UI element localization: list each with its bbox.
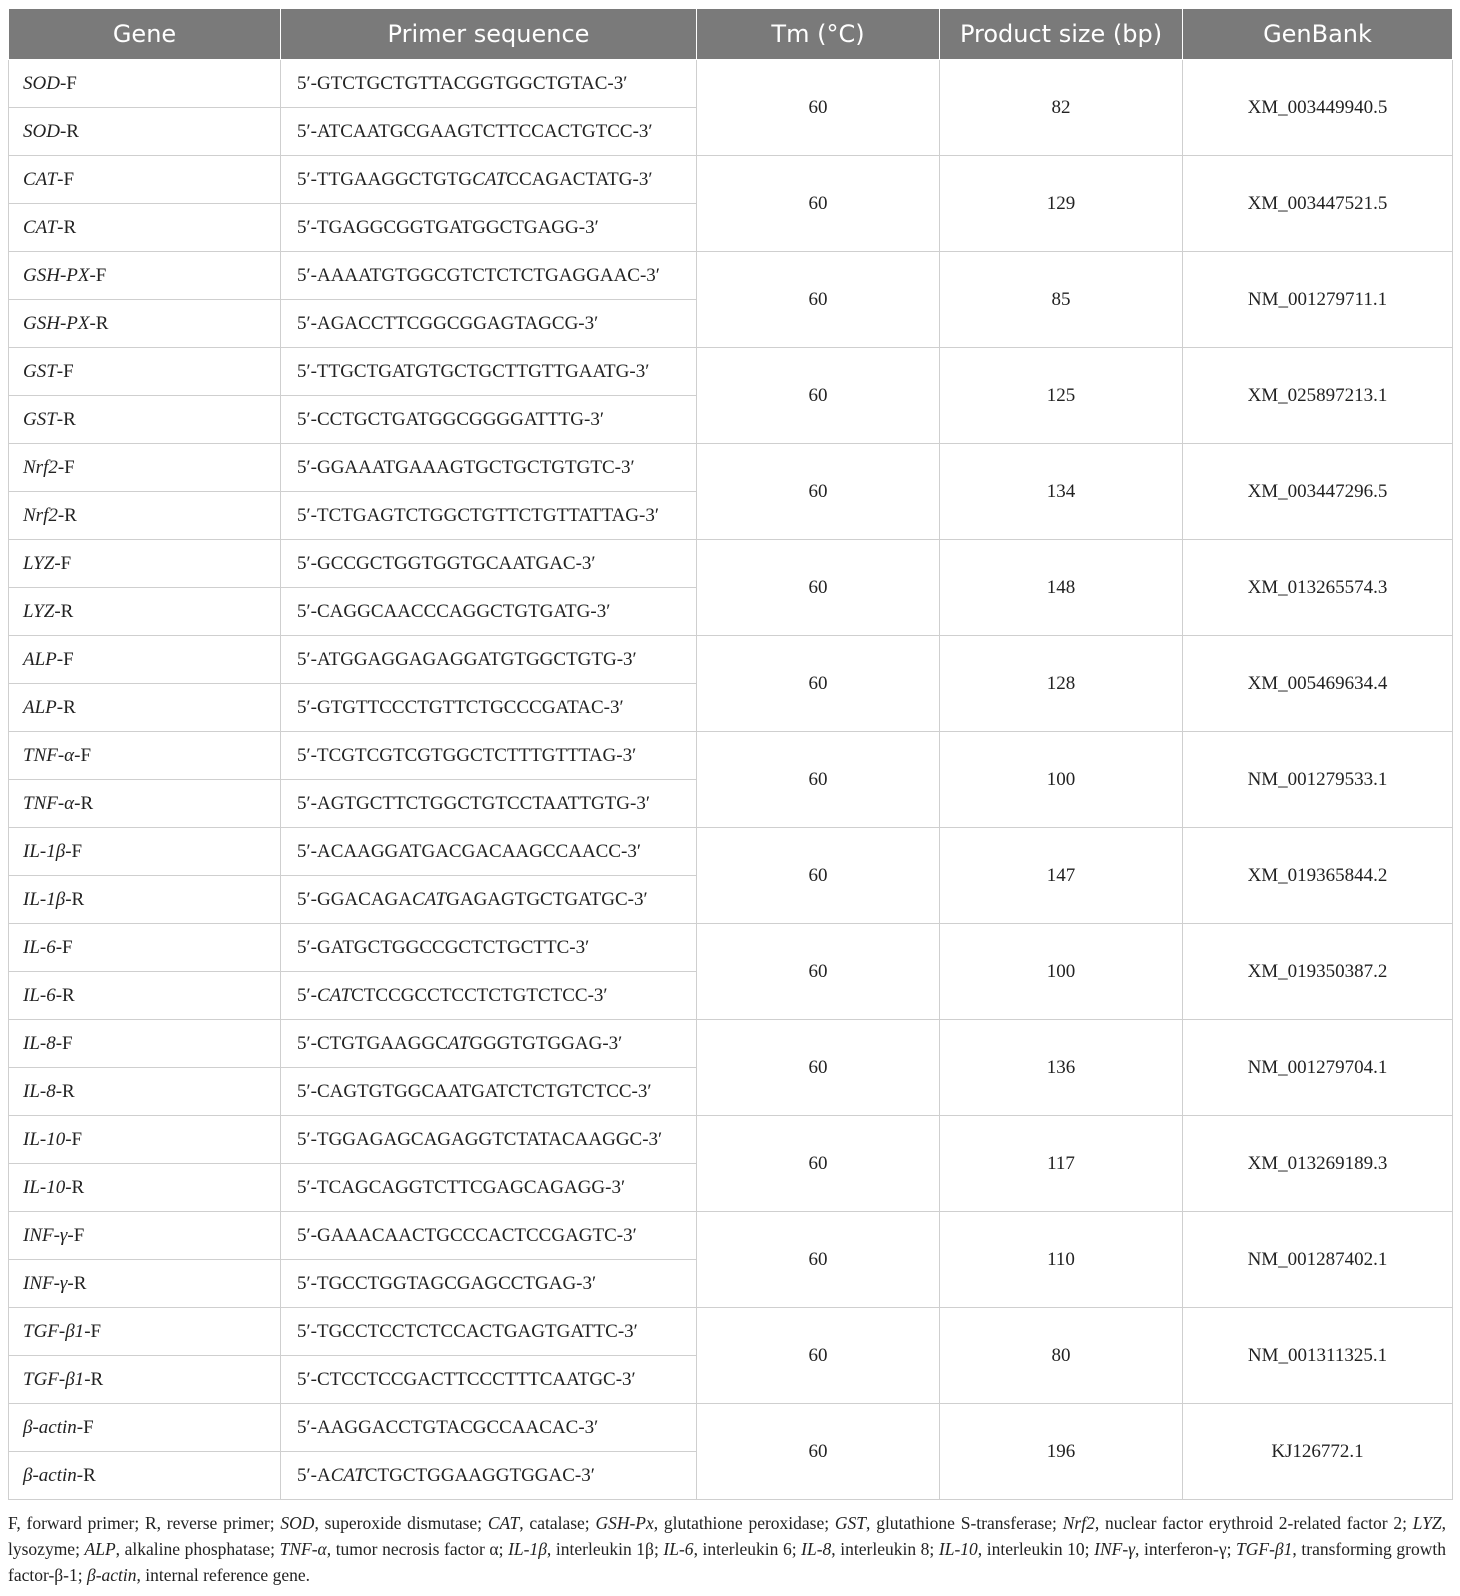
text-run: 5′-GGAAATGAAAGTGCTGCTGTGTC-3′ — [297, 456, 635, 478]
tm-cell: 60 — [697, 252, 940, 348]
table-row — [9, 348, 1453, 396]
text-run: , glutathione S-transferase; — [866, 1513, 1063, 1533]
primer-sequence-cell — [281, 396, 697, 444]
primer-sequence-cell — [281, 924, 697, 972]
genbank-cell: NM_001279711.1 — [1183, 252, 1453, 348]
gene-cell — [9, 1356, 281, 1404]
text-run: ALP — [84, 1539, 116, 1559]
primer-direction: -R — [67, 1272, 87, 1294]
primer-direction: -R — [56, 408, 76, 430]
primer-table-container — [8, 8, 1452, 1588]
primer-direction: -R — [59, 120, 79, 142]
primer-direction: -R — [56, 696, 76, 718]
table-row — [9, 828, 1453, 876]
table-row — [9, 252, 1453, 300]
product-size-cell: 128 — [940, 636, 1183, 732]
primer-sequence-cell — [281, 1404, 697, 1452]
primer-sequence-cell — [281, 1020, 697, 1068]
primer-direction: -R — [57, 216, 77, 238]
text-run: GSH-Px — [595, 1513, 654, 1533]
text-run: TNF-α — [279, 1539, 327, 1559]
table-row — [9, 60, 1453, 108]
genbank-cell: XM_005469634.4 — [1183, 636, 1453, 732]
gene-name: Nrf2 — [23, 456, 58, 478]
tm-cell: 60 — [697, 348, 940, 444]
text-run: , transforming growth factor-β-1; — [8, 1539, 1446, 1585]
gene-cell — [9, 204, 281, 252]
text-run: 5′-ACAAGGATGACGACAAGCCAACC-3′ — [297, 840, 641, 862]
product-size-cell: 136 — [940, 1020, 1183, 1116]
table-row — [9, 156, 1453, 204]
primer-direction: -F — [57, 456, 75, 478]
text-run: 5′-CAGGCAACCCAGGCTGTGATG-3′ — [297, 600, 611, 622]
primer-direction: -F — [84, 1320, 102, 1342]
gene-name: IL-6 — [23, 984, 56, 1006]
primer-sequence-cell — [281, 1356, 697, 1404]
primer-direction: -R — [65, 1176, 85, 1198]
gene-cell — [9, 108, 281, 156]
gene-name: β-actin — [23, 1464, 77, 1486]
primer-direction: -R — [57, 504, 77, 526]
primer-sequence-cell — [281, 300, 697, 348]
product-size-cell: 100 — [940, 924, 1183, 1020]
primer-sequence-cell — [281, 828, 697, 876]
text-run: 5′-TCAGCAGGTCTTCGAGCAGAGG-3′ — [297, 1176, 626, 1198]
primer-direction: -R — [54, 600, 74, 622]
text-run: , tumor necrosis factor α; — [326, 1539, 509, 1559]
gene-name: TNF-α — [23, 792, 75, 814]
gene-name: IL-10 — [23, 1128, 66, 1150]
text-run: , interferon-γ; — [1135, 1539, 1237, 1559]
table-row — [9, 732, 1453, 780]
text-run: 5′-AGTGCTTCTGGCTGTCCTAATTGTG-3′ — [297, 792, 650, 814]
gene-cell — [9, 732, 281, 780]
table-body — [9, 60, 1453, 1500]
text-run: SOD — [280, 1513, 315, 1533]
text-run: 5′-GCCGCTGGTGGTGCAATGAC-3′ — [297, 552, 596, 574]
primer-direction: -F — [65, 840, 83, 862]
primer-sequence-cell — [281, 108, 697, 156]
genbank-cell: NM_001279533.1 — [1183, 732, 1453, 828]
gene-name: ALP — [23, 696, 57, 718]
primer-direction: -R — [89, 312, 109, 334]
tm-cell: 60 — [697, 156, 940, 252]
gene-cell — [9, 972, 281, 1020]
gene-cell — [9, 1116, 281, 1164]
primer-direction: -F — [76, 1416, 94, 1438]
gene-name: INF-γ — [23, 1224, 68, 1246]
gene-name: SOD — [23, 120, 60, 142]
text-run: 5′-TGCCTCCTCTCCACTGAGTGATTC-3′ — [297, 1320, 638, 1342]
primer-direction: -R — [74, 792, 94, 814]
gene-cell — [9, 828, 281, 876]
primer-sequence-cell — [281, 684, 697, 732]
text-run: , glutathione peroxidase; — [653, 1513, 835, 1533]
text-run: , internal reference gene. — [136, 1565, 310, 1585]
gene-cell — [9, 636, 281, 684]
primer-sequence-cell — [281, 348, 697, 396]
primer-direction: -F — [55, 1032, 73, 1054]
text-run: 5′-GTGTTCCCTGTTCTGCCCGATAC-3′ — [297, 696, 624, 718]
genbank-cell: NM_001287402.1 — [1183, 1212, 1453, 1308]
gene-cell — [9, 396, 281, 444]
text-run: GGGTGTGGAG-3′ — [469, 1032, 623, 1054]
text-run: 5′-CCTGCTGATGGCGGGGATTTG-3′ — [297, 408, 605, 430]
gene-cell — [9, 444, 281, 492]
text-run: , interleukin 10; — [977, 1539, 1095, 1559]
gene-cell — [9, 1020, 281, 1068]
gene-name: GST — [23, 360, 57, 382]
text-run: F, forward primer; R, reverse primer; — [8, 1513, 281, 1533]
gene-name: GST — [23, 408, 57, 430]
table-row — [9, 1308, 1453, 1356]
gene-name: CAT — [23, 216, 58, 238]
gene-cell — [9, 300, 281, 348]
text-run: 5′-CTGTGAAGGC — [297, 1032, 448, 1054]
text-run: , catalase; — [519, 1513, 596, 1533]
genbank-cell: XM_019365844.2 — [1183, 828, 1453, 924]
product-size-cell: 110 — [940, 1212, 1183, 1308]
gene-cell — [9, 876, 281, 924]
text-run: Nrf2 — [1062, 1513, 1095, 1533]
primer-direction: -F — [54, 552, 72, 574]
primer-sequence-cell — [281, 876, 697, 924]
gene-name: IL-10 — [23, 1176, 66, 1198]
gene-cell — [9, 1308, 281, 1356]
tm-cell: 60 — [697, 60, 940, 156]
gene-cell — [9, 780, 281, 828]
gene-cell — [9, 252, 281, 300]
text-run: 5′- — [297, 984, 317, 1006]
text-run: TGF-β1 — [1236, 1539, 1293, 1559]
gene-name: GSH-PX — [23, 264, 90, 286]
gene-cell — [9, 348, 281, 396]
text-run: CAT — [487, 1513, 520, 1533]
text-run: 5′-GGACAGA — [297, 888, 412, 910]
genbank-cell: XM_025897213.1 — [1183, 348, 1453, 444]
primer-direction: -R — [55, 1080, 75, 1102]
primer-sequence-cell — [281, 636, 697, 684]
product-size-cell: 147 — [940, 828, 1183, 924]
table-row — [9, 1116, 1453, 1164]
text-run: CTCCGCCTCCTCTGTCTCC-3′ — [351, 984, 608, 1006]
genbank-cell: NM_001279704.1 — [1183, 1020, 1453, 1116]
primer-sequence-cell — [281, 732, 697, 780]
tm-cell: 60 — [697, 1404, 940, 1500]
tm-cell: 60 — [697, 1308, 940, 1404]
genbank-cell: NM_001311325.1 — [1183, 1308, 1453, 1404]
gene-cell — [9, 588, 281, 636]
gene-name: IL-1β — [23, 888, 66, 910]
text-run: 5′-TCTGAGTCTGGCTGTTCTGTTATTAG-3′ — [297, 504, 659, 526]
gene-cell — [9, 1164, 281, 1212]
table-header-row — [9, 9, 1453, 60]
text-run: 5′-GAAACAACTGCCCACTCCGAGTC-3′ — [297, 1224, 637, 1246]
gene-name: GSH-PX — [23, 312, 90, 334]
gene-cell — [9, 1452, 281, 1500]
product-size-cell: 129 — [940, 156, 1183, 252]
text-run: 5′-CAGTGTGGCAATGATCTCTGTCTCC-3′ — [297, 1080, 652, 1102]
text-run: , alkaline phosphatase; — [115, 1539, 280, 1559]
text-run: AT — [447, 1032, 470, 1054]
gene-name: LYZ — [23, 552, 55, 574]
primer-sequence-cell — [281, 252, 697, 300]
primer-sequence-cell — [281, 1164, 697, 1212]
text-run: , interleukin 8; — [831, 1539, 939, 1559]
primer-direction: -R — [84, 1368, 104, 1390]
text-run: LYZ — [1412, 1513, 1442, 1533]
text-run: 5′-TTGAAGGCTGTG — [297, 168, 473, 190]
table-row — [9, 1404, 1453, 1452]
text-run: 5′-TGCCTGGTAGCGAGCCTGAG-3′ — [297, 1272, 597, 1294]
text-run: 5′-CTCCTCCGACTTCCCTTTCAATGC-3′ — [297, 1368, 636, 1390]
primer-direction: -F — [56, 360, 74, 382]
text-run: CCAGACTATG-3′ — [506, 168, 653, 190]
text-run: GAGAGTGCTGATGC-3′ — [446, 888, 648, 910]
text-run: 5′-AGACCTTCGGCGGAGTAGCG-3′ — [297, 312, 599, 334]
gene-cell — [9, 540, 281, 588]
primer-direction: -F — [59, 72, 77, 94]
genbank-cell: XM_013265574.3 — [1183, 540, 1453, 636]
primer-sequence-cell — [281, 156, 697, 204]
gene-name: SOD — [23, 72, 60, 94]
primer-table — [8, 8, 1453, 1500]
product-size-cell: 125 — [940, 348, 1183, 444]
primer-direction: -F — [56, 648, 74, 670]
primer-direction: -F — [74, 744, 92, 766]
header-tm: Tm (°C) — [697, 9, 940, 60]
text-run: CAT — [472, 168, 507, 190]
primer-sequence-cell — [281, 1212, 697, 1260]
primer-sequence-cell — [281, 204, 697, 252]
table-row — [9, 1020, 1453, 1068]
gene-name: IL-8 — [23, 1032, 56, 1054]
primer-sequence-cell — [281, 1452, 697, 1500]
header-primer-sequence: Primer sequence — [281, 9, 697, 60]
gene-cell — [9, 156, 281, 204]
text-run: 5′-A — [297, 1464, 331, 1486]
gene-name: β-actin — [23, 1416, 77, 1438]
text-run: , interleukin 6; — [693, 1539, 802, 1559]
gene-name: Nrf2 — [23, 504, 58, 526]
header-gene: Gene — [9, 9, 281, 60]
primer-sequence-cell — [281, 972, 697, 1020]
genbank-cell: XM_003449940.5 — [1183, 60, 1453, 156]
primer-direction: -F — [65, 1128, 83, 1150]
primer-sequence-cell — [281, 444, 697, 492]
text-run: 5′-AAGGACCTGTACGCCAACAC-3′ — [297, 1416, 599, 1438]
gene-cell — [9, 924, 281, 972]
text-run: 5′-TCGTCGTCGTGGCTCTTTGTTTAG-3′ — [297, 744, 637, 766]
primer-sequence-cell — [281, 1308, 697, 1356]
primer-direction: -F — [89, 264, 107, 286]
gene-cell — [9, 492, 281, 540]
gene-cell — [9, 684, 281, 732]
text-run: IL-6 — [663, 1539, 694, 1559]
text-run: GST — [834, 1513, 867, 1533]
gene-cell — [9, 1068, 281, 1116]
text-run: 5′-AAAATGTGGCGTCTCTCTGAGGAAC-3′ — [297, 264, 660, 286]
primer-direction: -F — [55, 936, 73, 958]
table-row — [9, 1212, 1453, 1260]
text-run: CAT — [316, 984, 352, 1006]
text-run: 5′-ATGGAGGAGAGGATGTGGCTGTG-3′ — [297, 648, 637, 670]
gene-name: ALP — [23, 648, 57, 670]
text-run: 5′-ATCAATGCGAAGTCTTCCACTGTCC-3′ — [297, 120, 653, 142]
gene-name: IL-6 — [23, 936, 56, 958]
primer-sequence-cell — [281, 1068, 697, 1116]
gene-cell — [9, 1260, 281, 1308]
tm-cell: 60 — [697, 1212, 940, 1308]
text-run: INF-γ — [1094, 1539, 1136, 1559]
primer-sequence-cell — [281, 588, 697, 636]
gene-name: IL-1β — [23, 840, 66, 862]
product-size-cell: 80 — [940, 1308, 1183, 1404]
product-size-cell: 117 — [940, 1116, 1183, 1212]
tm-cell: 60 — [697, 1020, 940, 1116]
tm-cell: 60 — [697, 828, 940, 924]
text-run: IL-8 — [801, 1539, 832, 1559]
genbank-cell: XM_013269189.3 — [1183, 1116, 1453, 1212]
tm-cell: 60 — [697, 1116, 940, 1212]
text-run: 5′-TGAGGCGGTGATGGCTGAGG-3′ — [297, 216, 599, 238]
primer-sequence-cell — [281, 1260, 697, 1308]
text-run: 5′-GATGCTGGCCGCTCTGCTTC-3′ — [297, 936, 590, 958]
primer-direction: -R — [55, 984, 75, 1006]
tm-cell: 60 — [697, 636, 940, 732]
text-run: CAT — [411, 888, 447, 910]
product-size-cell: 196 — [940, 1404, 1183, 1500]
text-run: 5′-TTGCTGATGTGCTGCTTGTTGAATG-3′ — [297, 360, 650, 382]
primer-direction: -R — [76, 1464, 96, 1486]
text-run: , lysozyme; — [8, 1513, 1446, 1559]
primer-sequence-cell — [281, 540, 697, 588]
gene-cell — [9, 60, 281, 108]
primer-sequence-cell — [281, 60, 697, 108]
gene-name: TNF-α — [23, 744, 75, 766]
header-product-size: Product size (bp) — [940, 9, 1183, 60]
product-size-cell: 100 — [940, 732, 1183, 828]
table-row — [9, 636, 1453, 684]
gene-cell — [9, 1212, 281, 1260]
text-run: CTGCTGGAAGGTGGAC-3′ — [364, 1464, 595, 1486]
header-genbank: GenBank — [1183, 9, 1453, 60]
product-size-cell: 82 — [940, 60, 1183, 156]
text-run: , nuclear factor erythroid 2-related factor 2; — [1094, 1513, 1413, 1533]
text-run: β-actin — [87, 1565, 137, 1585]
product-size-cell: 148 — [940, 540, 1183, 636]
text-run: IL-1β — [508, 1539, 547, 1559]
text-run: , interleukin 1β; — [546, 1539, 664, 1559]
text-run: 5′-GTCTGCTGTTACGGTGGCTGTAC-3′ — [297, 72, 628, 94]
tm-cell: 60 — [697, 732, 940, 828]
product-size-cell: 134 — [940, 444, 1183, 540]
genbank-cell: XM_003447296.5 — [1183, 444, 1453, 540]
table-row — [9, 444, 1453, 492]
text-run: 5′-TGGAGAGCAGAGGTCTATACAAGGC-3′ — [297, 1128, 663, 1150]
table-row — [9, 540, 1453, 588]
primer-direction: -F — [67, 1224, 85, 1246]
text-run: IL-10 — [938, 1539, 978, 1559]
text-run: , superoxide dismutase; — [314, 1513, 488, 1533]
text-run: CAT — [330, 1464, 365, 1486]
tm-cell: 60 — [697, 444, 940, 540]
gene-name: IL-8 — [23, 1080, 56, 1102]
product-size-cell: 85 — [940, 252, 1183, 348]
gene-name: TGF-β1 — [23, 1368, 85, 1390]
gene-cell — [9, 1404, 281, 1452]
genbank-cell: KJ126772.1 — [1183, 1404, 1453, 1500]
primer-direction: -R — [65, 888, 85, 910]
primer-sequence-cell — [281, 492, 697, 540]
table-row — [9, 924, 1453, 972]
primer-sequence-cell — [281, 780, 697, 828]
table-footnote — [8, 1510, 1446, 1588]
tm-cell: 60 — [697, 924, 940, 1020]
primer-direction: -F — [57, 168, 75, 190]
gene-name: TGF-β1 — [23, 1320, 85, 1342]
genbank-cell: XM_003447521.5 — [1183, 156, 1453, 252]
gene-name: LYZ — [23, 600, 55, 622]
genbank-cell: XM_019350387.2 — [1183, 924, 1453, 1020]
gene-name: INF-γ — [23, 1272, 68, 1294]
gene-name: CAT — [23, 168, 58, 190]
primer-sequence-cell — [281, 1116, 697, 1164]
tm-cell: 60 — [697, 540, 940, 636]
